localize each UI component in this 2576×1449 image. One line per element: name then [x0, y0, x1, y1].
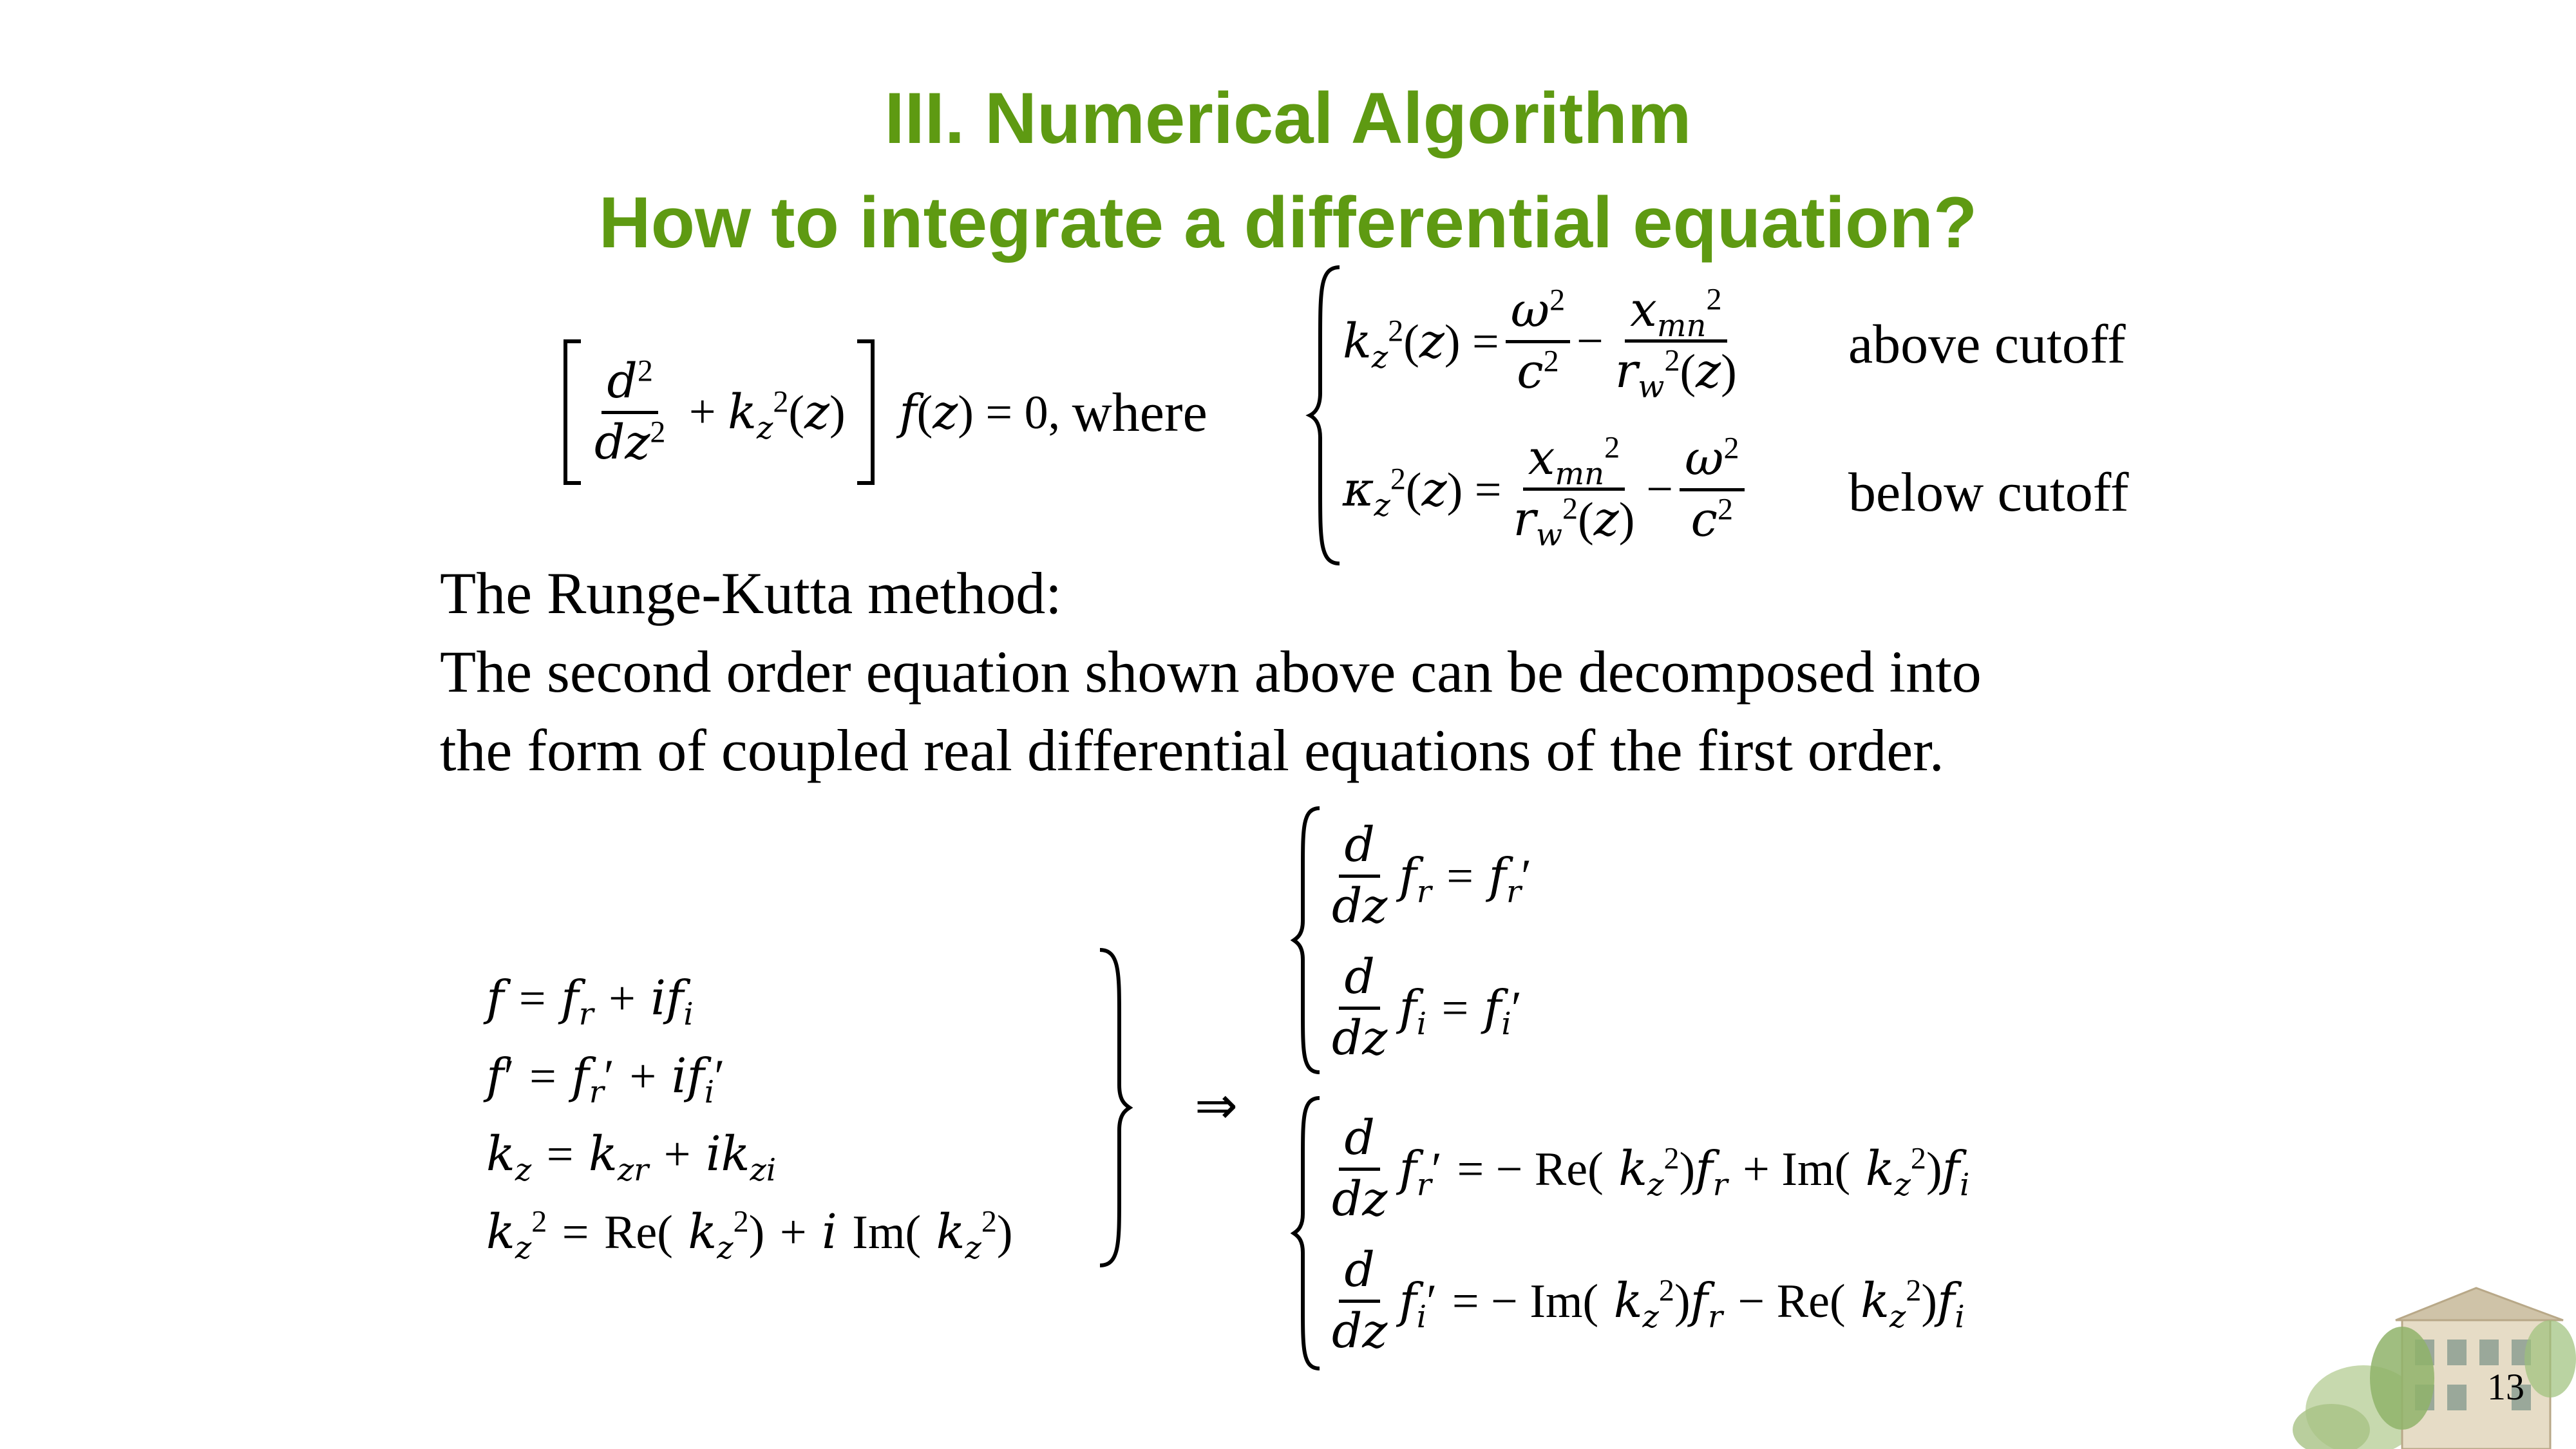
definitions-block	[486, 960, 1013, 1271]
slide-subtitle: How to integrate a differential equation?	[598, 182, 1978, 263]
where-label: where	[1072, 381, 1208, 443]
system1-eq2: $\frac{d}{dz}$ $f_i = f_i'$	[1332, 949, 1522, 1066]
system2-eq1: $\frac{d}{dz}$ $f_r'$ = − Re( $k_z^2)f_r + Im$( $k_z^2)f_i$	[1332, 1110, 1970, 1227]
building-illustration	[2306, 1282, 2576, 1449]
implies-arrow: ⇒	[1195, 1075, 1238, 1135]
cases-brace	[1307, 264, 1346, 567]
system2-brace	[1291, 1095, 1323, 1372]
page-number: 13	[2487, 1366, 2524, 1408]
system1-eq1: $\frac{d}{dz}$ $f_r = f_r'$	[1332, 817, 1532, 934]
case-above-equation: $k_z^2(z)$ = $\frac{\omega^2}{c^2}$ − $\frac{x_{mn}^2}{r_w^2(z)}$	[1343, 282, 1737, 405]
above-cutoff-label: above cutoff	[1848, 313, 2126, 375]
definition-kz-squared: $k_z^2 = Re$( $k_z^2) + i$ Im( $k_z^2$)	[486, 1204, 1013, 1266]
system2-eq2: $\frac{d}{dz}$ $f_i'$ = − Im( $k_z^2)f_r - Re$( $k_z^2)f_i$	[1332, 1242, 1965, 1359]
below-cutoff-label: below cutoff	[1848, 461, 2129, 523]
definitions-brace	[1095, 947, 1133, 1269]
right-bracket	[852, 335, 878, 489]
wave-equation: $\frac{d^2}{dz^2}$ + $k_z^2(z)$ f(z) = 0, where	[560, 335, 1208, 489]
system1-brace	[1291, 805, 1323, 1075]
left-bracket	[560, 335, 586, 489]
case-below-equation: $\kappa_z^2(z)$ = $\frac{x_{mn}^2}{r_w^2(z)}$ − $\frac{\omega^2}{c^2}$	[1343, 419, 1751, 560]
definition-f-prime: $f' = f_r' + if_i'$	[486, 1048, 725, 1110]
slide-title: III. Numerical Algorithm	[884, 78, 1692, 158]
body-line-2: the form of coupled real differential equations of the first order.	[440, 717, 1944, 783]
body-line-1: The second order equation shown above can be decomposed into	[440, 639, 1982, 705]
definition-kz: $k_z = k_{zr} + ik_{zi}$	[486, 1126, 777, 1188]
definition-f: $f = f_r + if_i$	[486, 971, 694, 1032]
body-heading: The Runge-Kutta method:	[440, 560, 1062, 626]
